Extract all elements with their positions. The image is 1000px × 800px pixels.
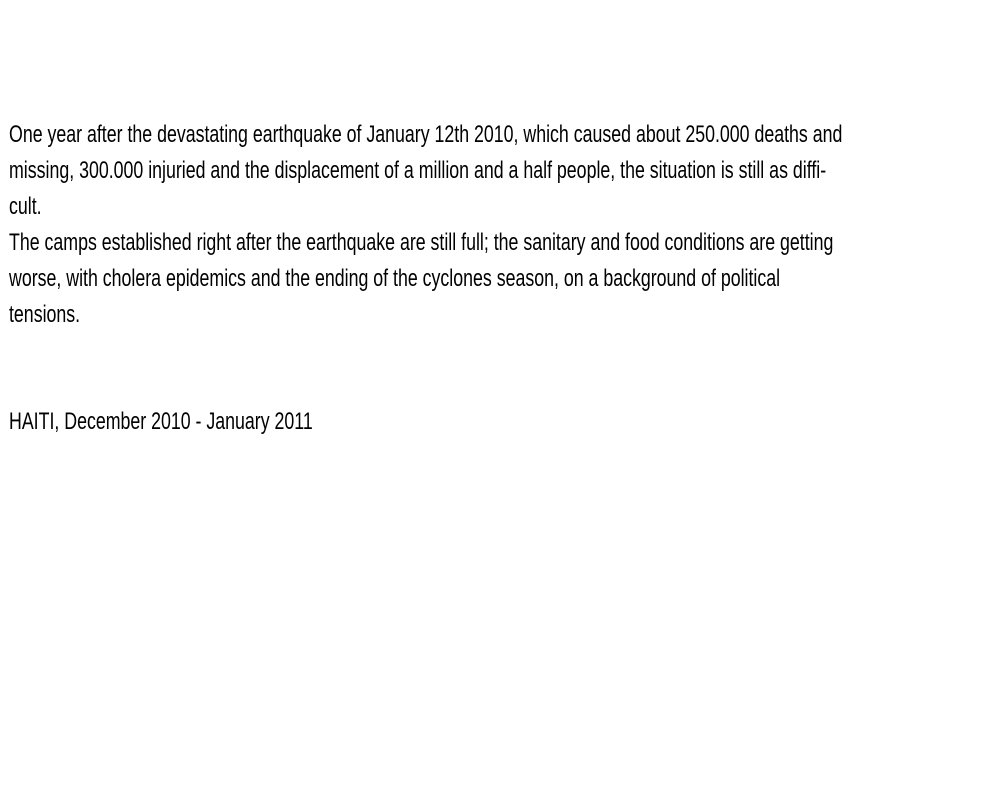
text-line: The camps established right after the earthquake are still full; the sanitary and food conditions are getting: [9, 229, 834, 256]
text-line: worse, with cholera epidemics and the ending of the cyclones season, on a background of political: [9, 265, 781, 292]
text-line: missing, 300.000 injuried and the displacement of a million and a half people, the situation is still as diffi-: [9, 157, 827, 184]
text-line: One year after the devastating earthquake of January 12th 2010, which caused about 250.000 deaths and: [9, 121, 843, 148]
text-line: cult.: [9, 193, 42, 220]
text-line: tensions.: [9, 301, 81, 328]
body-text: [9, 117, 843, 333]
location-date-caption: HAITI, December 2010 - January 2011: [9, 408, 313, 435]
